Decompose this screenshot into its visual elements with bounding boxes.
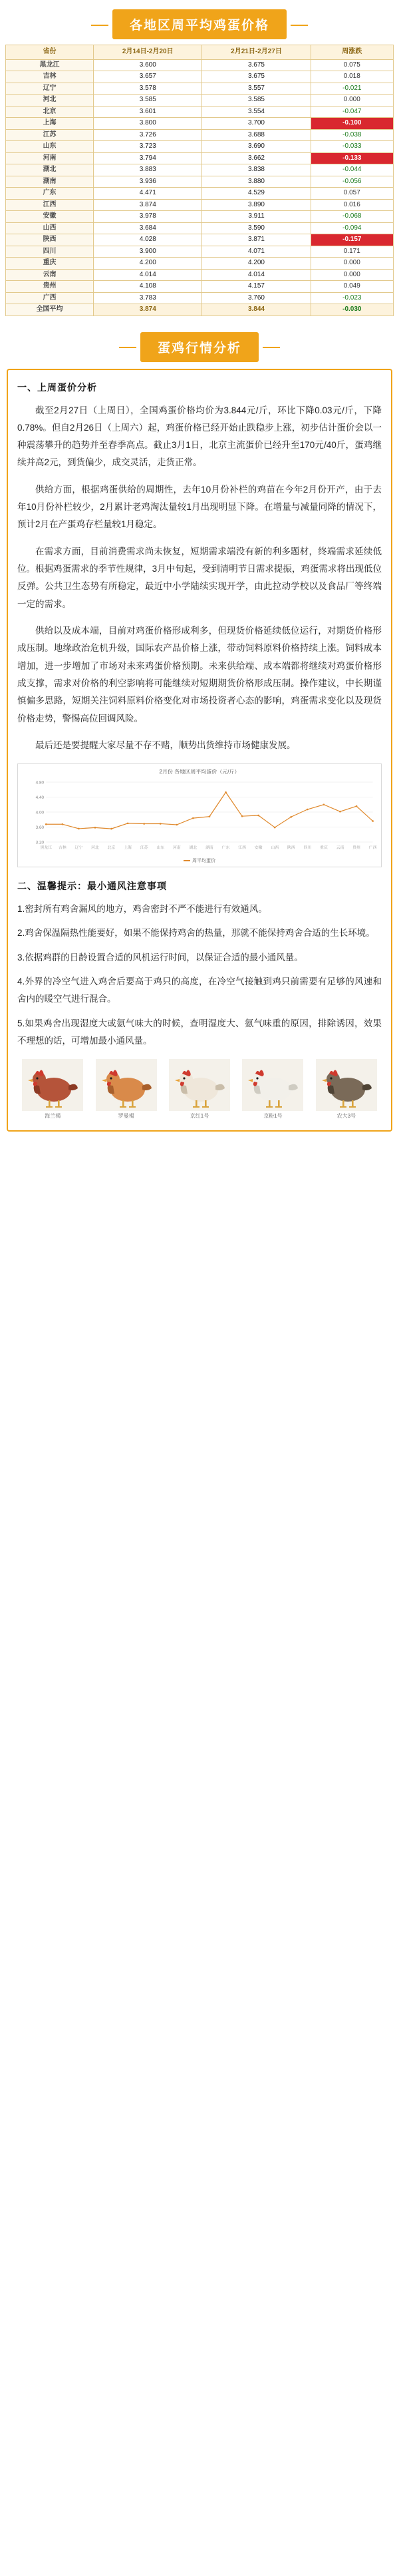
tip-item: 1.密封所有鸡舍漏风的地方，鸡舍密封不严不能进行有效通风。 xyxy=(17,904,267,915)
cell-province: 河北 xyxy=(6,95,94,107)
hen-caption: 海兰褐 xyxy=(45,1113,61,1120)
cell-week2: 3.585 xyxy=(202,95,311,107)
cell-week2: 3.838 xyxy=(202,164,311,176)
cell-week2: 4.157 xyxy=(202,281,311,293)
hen-illustration-icon xyxy=(22,1059,83,1111)
svg-text:4.40: 4.40 xyxy=(35,795,45,801)
cell-week1: 4.028 xyxy=(94,234,202,246)
table-header-row xyxy=(6,45,394,60)
analysis-paragraph: 最后还是要提醒大家尽量不存不赌，顺势出货维持市场健康发展。 xyxy=(35,740,296,750)
article-card xyxy=(7,369,392,1132)
table-row xyxy=(6,118,394,130)
cell-week1: 3.794 xyxy=(94,152,202,164)
hen-caption: 农大3号 xyxy=(336,1113,356,1120)
price-section-header xyxy=(0,0,399,43)
cell-week2: 4.529 xyxy=(202,188,311,200)
cell-change: -0.033 xyxy=(311,141,393,153)
cell-week2: 3.554 xyxy=(202,106,311,118)
cell-change: 0.000 xyxy=(311,95,393,107)
cell-province: 重庆 xyxy=(6,258,94,270)
table-row xyxy=(6,176,394,188)
svg-text:广东: 广东 xyxy=(221,846,230,851)
hen-photo xyxy=(164,1059,235,1120)
hen-breed-gallery xyxy=(17,1059,382,1120)
svg-text:4.80: 4.80 xyxy=(35,780,45,785)
tip-item: 4.外界的冷空气进入鸡舍后要高于鸡只的高度，在冷空气接触到鸡只前需要有足够的风速和舍内的暖空气进行混合。 xyxy=(17,976,382,1004)
svg-text:重庆: 重庆 xyxy=(320,846,328,851)
cell-week2: 4.200 xyxy=(202,258,311,270)
hen-caption: 罗曼褐 xyxy=(118,1113,134,1120)
cell-change: 0.075 xyxy=(311,59,393,71)
cell-week1: 3.936 xyxy=(94,176,202,188)
svg-text:黑龙江: 黑龙江 xyxy=(40,846,53,851)
cell-week1: 3.723 xyxy=(94,141,202,153)
cell-change: 0.171 xyxy=(311,246,393,258)
cell-week2: 3.675 xyxy=(202,59,311,71)
cell-change: 0.049 xyxy=(311,281,393,293)
table-row xyxy=(6,129,394,141)
table-row xyxy=(6,141,394,153)
analysis-section-header xyxy=(0,323,399,366)
cell-week1: 4.471 xyxy=(94,188,202,200)
cell-week1: 3.800 xyxy=(94,118,202,130)
svg-text:广西: 广西 xyxy=(368,846,377,851)
hen-illustration-icon xyxy=(96,1059,157,1111)
hen-photo xyxy=(90,1059,161,1120)
table-row xyxy=(6,211,394,223)
cell-change: 0.000 xyxy=(311,258,393,270)
table-row xyxy=(6,106,394,118)
cell-week1: 3.726 xyxy=(94,129,202,141)
cell-province: 安徽 xyxy=(6,211,94,223)
cell-change: 0.057 xyxy=(311,188,393,200)
change-highlight-badge: -0.100 xyxy=(311,118,393,129)
cell-week2: 3.890 xyxy=(202,199,311,211)
cell-week1: 3.601 xyxy=(94,106,202,118)
table-row xyxy=(6,246,394,258)
cell-province: 黑龙江 xyxy=(6,59,94,71)
svg-text:河南: 河南 xyxy=(172,846,181,851)
cell-province: 湖南 xyxy=(6,176,94,188)
cell-province: 江西 xyxy=(6,199,94,211)
table-row xyxy=(6,258,394,270)
total-label: 全国平均 xyxy=(6,304,94,316)
cell-week2: 3.700 xyxy=(202,118,311,130)
cell-week1: 3.783 xyxy=(94,292,202,304)
cell-change: -0.056 xyxy=(311,176,393,188)
cell-province: 湖北 xyxy=(6,164,94,176)
cell-province: 北京 xyxy=(6,106,94,118)
cell-province: 河南 xyxy=(6,152,94,164)
analysis-paragraph: 截至2月27日（上周日），全国鸡蛋价格均价为3.844元/斤，环比下降0.03元/斤，下降0.78%。但自2月26日（上周六）起，鸡蛋价格已经开始止跌稳步上涨，初步估计蛋价会以一种震荡攀升的趋势并至春季高点。截止3月1日，北京主流蛋价已经升至170元/40斤，蛋鸡继续并高2元，到货偏少，成交灵活，走货正常。 xyxy=(17,405,382,468)
cell-week1: 3.585 xyxy=(94,95,202,107)
analysis-heading-2: 二、温馨提示：最小通风注意事项 xyxy=(17,881,167,892)
change-highlight-badge: -0.157 xyxy=(311,234,393,246)
cell-week1: 3.657 xyxy=(94,71,202,83)
svg-text:湖南: 湖南 xyxy=(205,846,213,851)
hen-photo xyxy=(17,1059,88,1120)
cell-province: 贵州 xyxy=(6,281,94,293)
table-row xyxy=(6,222,394,234)
total-week1: 3.874 xyxy=(94,304,202,316)
chart-x-axis-labels xyxy=(41,845,377,850)
hen-photo xyxy=(237,1059,308,1120)
table-row xyxy=(6,83,394,95)
cell-week1: 3.874 xyxy=(94,199,202,211)
table-row xyxy=(6,292,394,304)
cell-province: 上海 xyxy=(6,118,94,130)
chart-y-axis-labels xyxy=(36,781,45,845)
table-row xyxy=(6,188,394,200)
hen-illustration-icon xyxy=(169,1059,230,1111)
cell-change: -0.044 xyxy=(311,164,393,176)
cell-week2: 3.675 xyxy=(202,71,311,83)
tip-item: 2.鸡舍保温隔热性能要好，如果不能保持鸡舍的热量，那就不能保持鸡舍合适的生长环境。 xyxy=(17,928,375,939)
table-row xyxy=(6,152,394,164)
cell-week2: 3.880 xyxy=(202,176,311,188)
table-row xyxy=(6,269,394,281)
tip-item: 5.如果鸡舍出现湿度大或氨气味大的时候，查明湿度大、氨气味重的原因，排除诱因，效果不理想的话，可增加最小通风量。 xyxy=(17,1018,382,1046)
cell-change: -0.068 xyxy=(311,211,393,223)
svg-text:山东: 山东 xyxy=(156,846,165,851)
cell-week2: 4.071 xyxy=(202,246,311,258)
cell-province: 山东 xyxy=(6,141,94,153)
cell-province: 陕西 xyxy=(6,234,94,246)
cell-week2: 3.557 xyxy=(202,83,311,95)
cell-province: 云南 xyxy=(6,269,94,281)
table-total-row xyxy=(6,304,394,316)
cell-week2: 3.871 xyxy=(202,234,311,246)
cell-week1: 3.883 xyxy=(94,164,202,176)
svg-text:四川: 四川 xyxy=(303,846,312,851)
cell-week2: 4.014 xyxy=(202,269,311,281)
cell-week1: 3.978 xyxy=(94,211,202,223)
cell-change xyxy=(311,118,393,130)
price-table-body xyxy=(6,59,394,304)
svg-text:河北: 河北 xyxy=(91,846,99,851)
col-week2: 2月21日-2月27日 xyxy=(202,45,311,60)
svg-text:江西: 江西 xyxy=(238,846,246,851)
cell-change: -0.023 xyxy=(311,292,393,304)
hen-illustration-icon xyxy=(242,1059,303,1111)
egg-price-chart xyxy=(17,763,382,867)
hen-photo xyxy=(311,1059,382,1120)
col-change: 周涨跌 xyxy=(311,45,393,60)
cell-change: -0.094 xyxy=(311,222,393,234)
cell-week1: 3.578 xyxy=(94,83,202,95)
svg-text:吉林: 吉林 xyxy=(59,846,66,851)
chart-canvas xyxy=(22,777,377,857)
col-week1: 2月14日-2月20日 xyxy=(94,45,202,60)
cell-change: -0.021 xyxy=(311,83,393,95)
hen-illustration-icon xyxy=(316,1059,377,1111)
cell-week2: 3.760 xyxy=(202,292,311,304)
cell-province: 山西 xyxy=(6,222,94,234)
cell-province: 广西 xyxy=(6,292,94,304)
total-week2: 3.844 xyxy=(202,304,311,316)
svg-text:贵州: 贵州 xyxy=(352,846,360,851)
price-section-title: 各地区周平均鸡蛋价格 xyxy=(112,9,287,39)
svg-text:陕西: 陕西 xyxy=(287,846,295,851)
cell-change: 0.018 xyxy=(311,71,393,83)
legend-swatch-icon xyxy=(184,860,190,861)
chart-gridlines xyxy=(46,782,372,842)
cell-province: 江苏 xyxy=(6,129,94,141)
svg-text:3.60: 3.60 xyxy=(35,825,45,831)
analysis-paragraph: 供给以及成本端，目前对鸡蛋价格形成利多，但现货价格延续低位运行，对期货价格形成压制。地缘政治危机升级，国际农产品价格上涨，带动饲料原料价格持续上涨。饲料成本增加，进一步增加了市场对未来鸡蛋价格预期。未来供给端、成本端都将继续对鸡蛋价格形成支撑，需求对价格的利空影响将可能继续对短期期货价格形成压制。操作建议，中长期谨慎偏多思路，短期关注饲料原料价格变化对市场投资者心态的影响，鸡蛋需求变化以及现货价格走势，警惕高位回调风险。 xyxy=(17,625,382,724)
legend-label: 周平均蛋价 xyxy=(192,859,215,864)
hen-caption: 京红1号 xyxy=(190,1113,209,1120)
cell-week1: 3.600 xyxy=(94,59,202,71)
cell-week1: 4.014 xyxy=(94,269,202,281)
svg-text:上海: 上海 xyxy=(124,846,132,851)
chart-title: 2月份 各地区周平均蛋价（元/斤） xyxy=(159,769,240,775)
cell-week1: 4.200 xyxy=(94,258,202,270)
cell-week2: 3.690 xyxy=(202,141,311,153)
svg-text:江苏: 江苏 xyxy=(140,846,148,851)
cell-week2: 3.590 xyxy=(202,222,311,234)
svg-text:3.20: 3.20 xyxy=(35,840,45,845)
analysis-heading-1: 一、上周蛋价分析 xyxy=(17,381,97,393)
svg-text:北京: 北京 xyxy=(107,846,116,851)
analysis-section-title: 蛋鸡行情分析 xyxy=(140,332,259,362)
table-row xyxy=(6,59,394,71)
cell-week2: 3.688 xyxy=(202,129,311,141)
table-row xyxy=(6,199,394,211)
chart-legend xyxy=(22,857,377,864)
table-row xyxy=(6,281,394,293)
cell-change: -0.038 xyxy=(311,129,393,141)
total-change: -0.030 xyxy=(311,304,393,316)
table-row xyxy=(6,95,394,107)
svg-text:安徽: 安徽 xyxy=(254,846,263,851)
cell-change: 0.016 xyxy=(311,199,393,211)
hen-caption: 京粉1号 xyxy=(263,1113,283,1120)
cell-week1: 3.900 xyxy=(94,246,202,258)
price-table-container xyxy=(0,43,399,323)
cell-week1: 4.108 xyxy=(94,281,202,293)
cell-change: 0.000 xyxy=(311,269,393,281)
col-province: 省份 xyxy=(6,45,94,60)
cell-change xyxy=(311,152,393,164)
chart-series-line xyxy=(46,792,372,829)
svg-text:辽宁: 辽宁 xyxy=(74,846,83,851)
cell-province: 四川 xyxy=(6,246,94,258)
svg-text:山西: 山西 xyxy=(271,846,279,851)
change-highlight-badge: -0.133 xyxy=(311,153,393,164)
cell-change: -0.047 xyxy=(311,106,393,118)
price-table xyxy=(5,45,394,316)
table-row xyxy=(6,71,394,83)
cell-week2: 3.662 xyxy=(202,152,311,164)
table-row xyxy=(6,164,394,176)
cell-province: 吉林 xyxy=(6,71,94,83)
cell-week2: 3.911 xyxy=(202,211,311,223)
svg-text:湖北: 湖北 xyxy=(189,846,198,851)
svg-text:4.00: 4.00 xyxy=(35,810,45,815)
cell-week1: 3.684 xyxy=(94,222,202,234)
page-root xyxy=(0,0,399,1141)
cell-province: 辽宁 xyxy=(6,83,94,95)
analysis-paragraph: 供给方面，根据鸡蛋供给的周期性，去年10月份补栏的鸡苗在今年2月份开产，由于去年10月份补栏较少，2月累计老鸡淘汰量较1月出现明显下降。在增量与减量同降的情况下，预计2月在产蛋鸡存栏量较1月稳定。 xyxy=(17,484,382,530)
svg-text:云南: 云南 xyxy=(336,846,344,851)
cell-change xyxy=(311,234,393,246)
table-row xyxy=(6,234,394,246)
cell-province: 广东 xyxy=(6,188,94,200)
analysis-paragraph: 在需求方面，目前消费需求尚未恢复，短期需求端没有新的利多题材，终端需求延续低位。根据鸡蛋需求的季节性规律，3月中旬起，受到清明节日需求提振，鸡蛋需求将出现低位反弹。公共卫生态势有所稳定，最近中小学陆续实现开学，由此拉动学校以及食品厂等终端一定的需求。 xyxy=(17,546,382,609)
tip-item: 3.依据鸡群的日龄设置合适的风机运行时间，以保证合适的最小通风量。 xyxy=(17,952,303,963)
